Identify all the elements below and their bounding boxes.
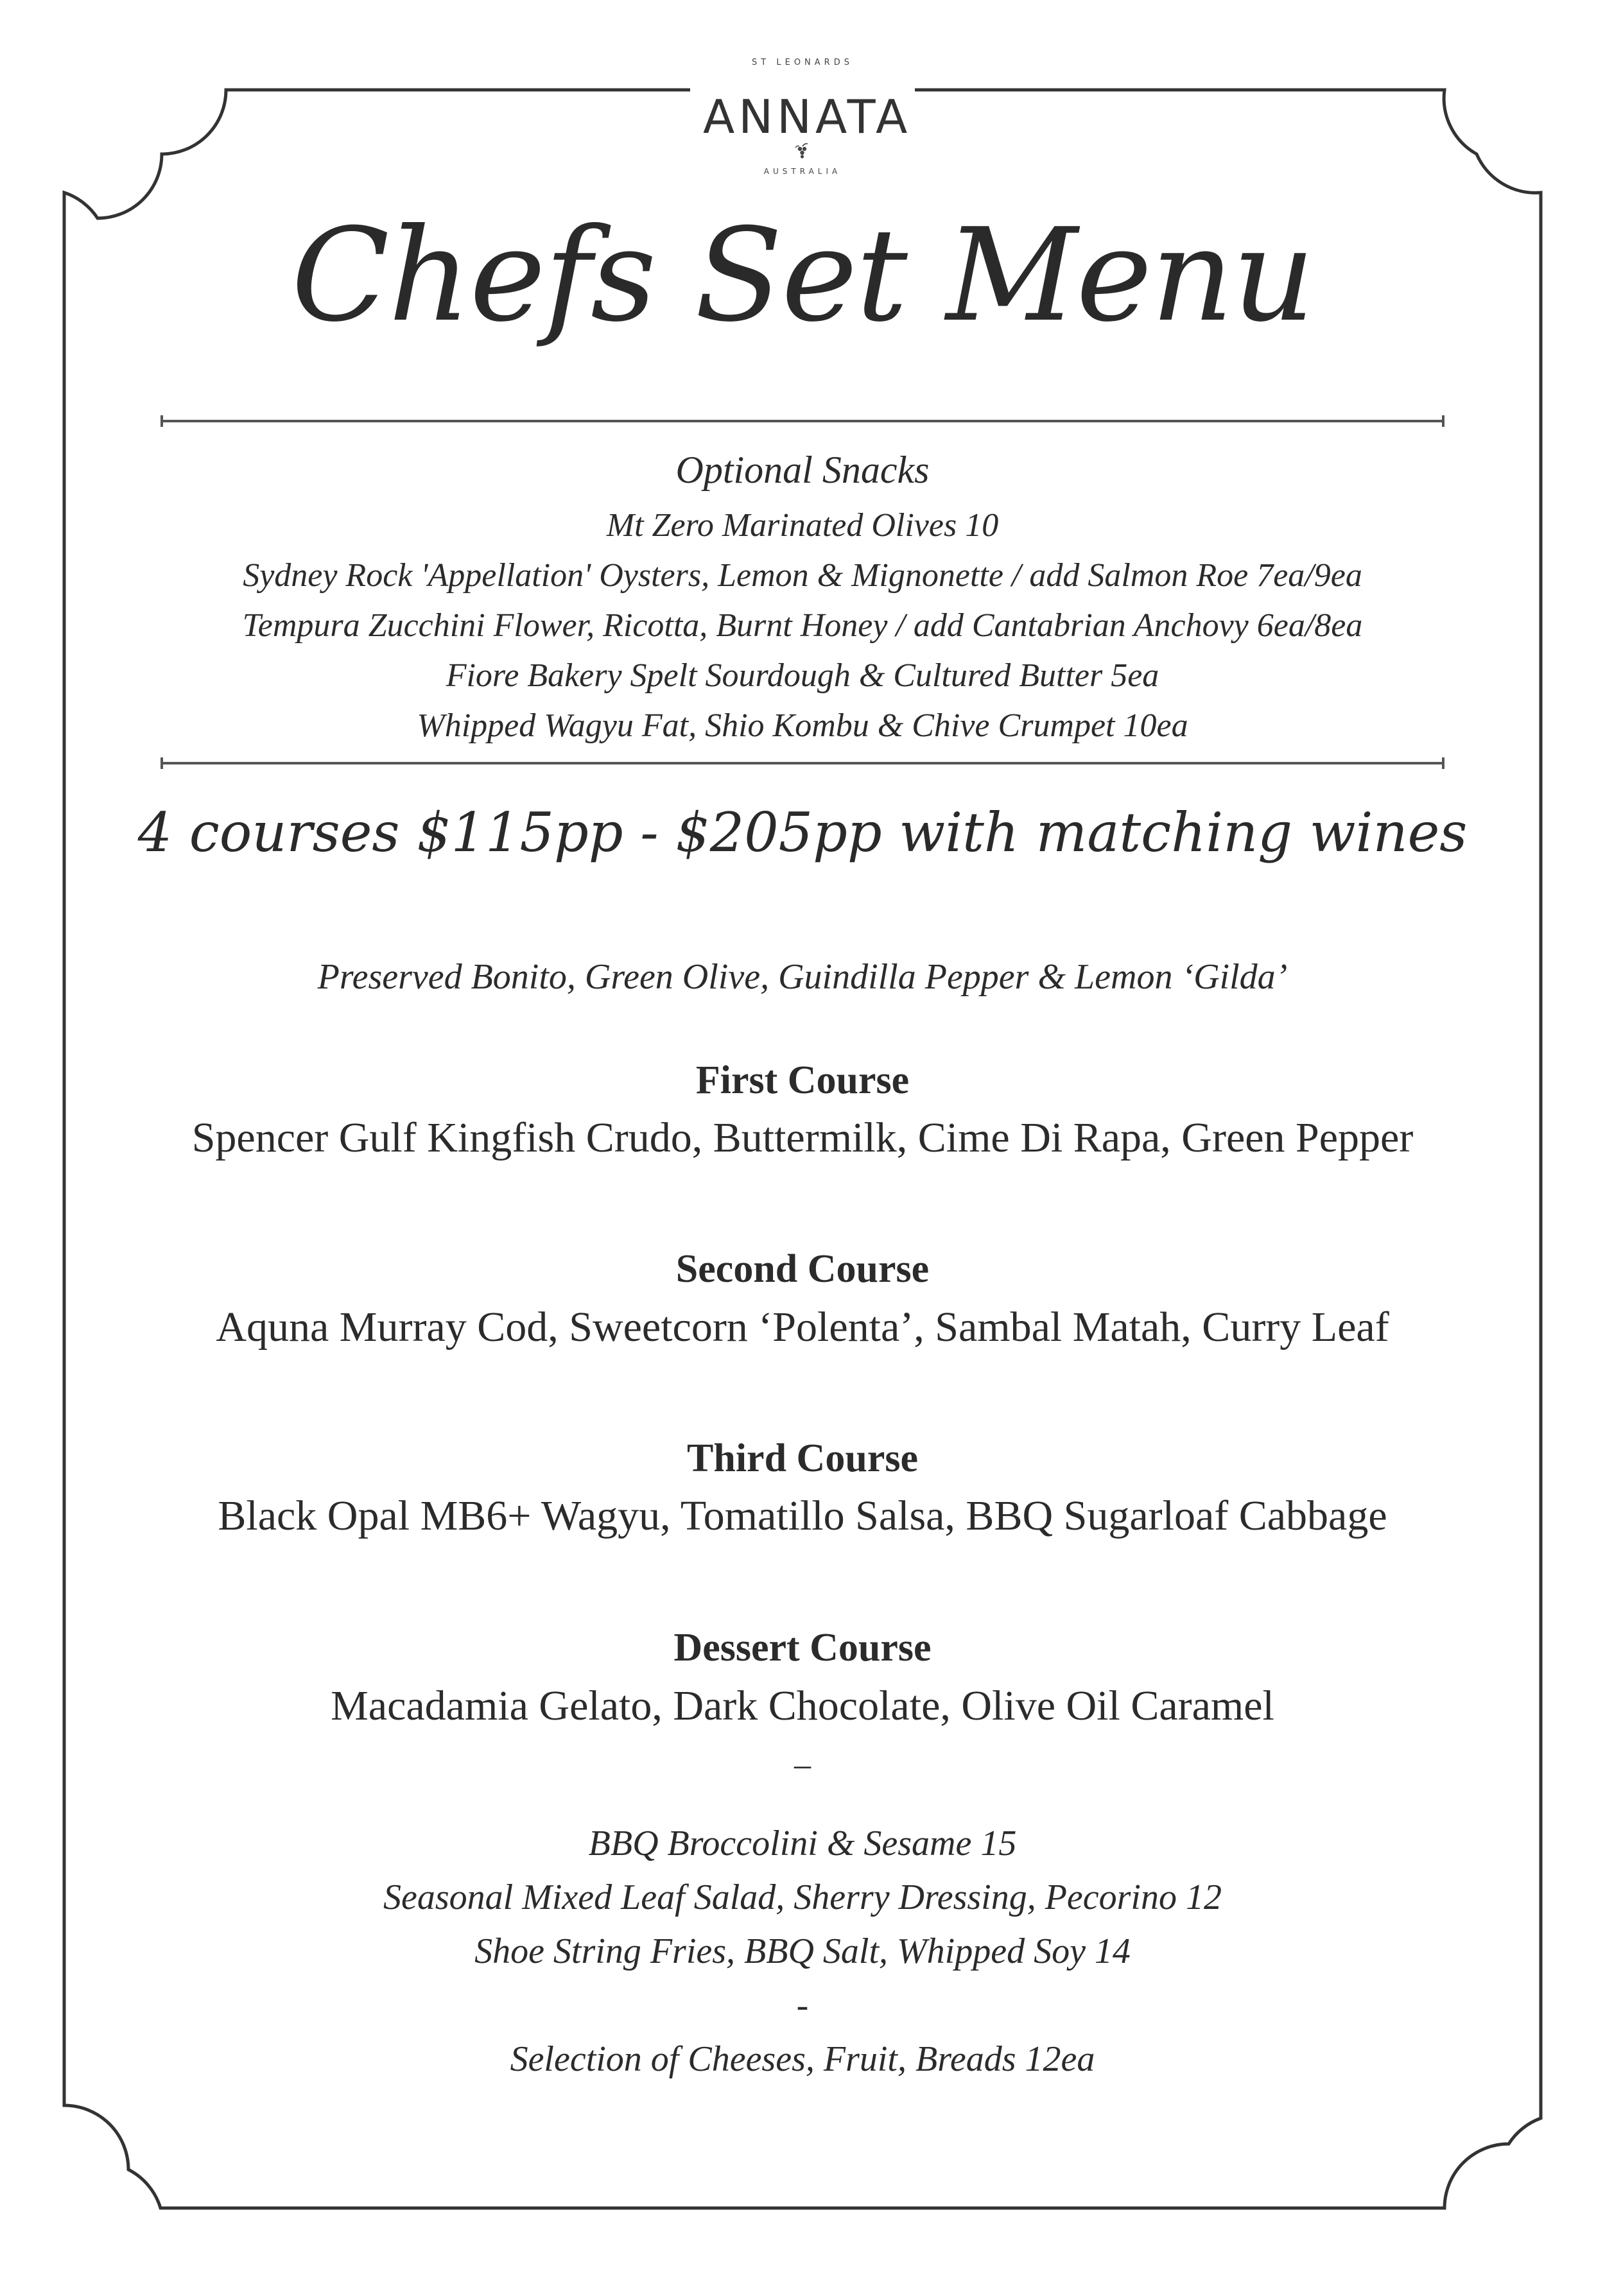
snacks-list [0,501,1605,751]
price-line: 4 courses $115pp - $205pp with matching wines [137,801,1468,864]
logo-name: ANNATA [703,90,912,144]
course-heading-second: Second Course [675,1247,930,1291]
course-dish-third: Black Opal MB6+ Wagyu, Tomatillo Salsa, BBQ Sugarloaf Cabbage [218,1492,1387,1539]
cheese-item: Selection of Cheeses, Fruit, Breads 12ea [510,2039,1095,2079]
snack-item: Fiore Bakery Spelt Sourdough & Cultured Butter 5ea [446,657,1159,694]
side-item: BBQ Broccolini & Sesame 15 [588,1824,1017,1863]
snack-item: Sydney Rock 'Appellation' Oysters, Lemon & Mignonette / add Salmon Roe 7ea/9ea [243,557,1362,594]
course-heading-dessert: Dessert Course [673,1626,932,1670]
section-separator: – [794,1747,811,1783]
course-heading-first: First Course [695,1058,910,1102]
course-heading-third: Third Course [687,1437,918,1480]
divider-bottom [160,755,1444,772]
side-item: Seasonal Mixed Leaf Salad, Sherry Dressing, Pecorino 12 [383,1877,1222,1917]
menu-title: Chefs Set Menu [291,201,1314,350]
logo-country-text: AUSTRALIA [763,167,842,176]
course-dish-dessert: Macadamia Gelato, Dark Chocolate, Olive Oil Caramel [331,1682,1274,1729]
sides-separator: - [796,1985,809,2025]
gilda-item: Preserved Bonito, Green Olive, Guindilla Pepper & Lemon ‘Gilda’ [317,957,1288,997]
snack-item: Mt Zero Marinated Olives 10 [606,507,999,544]
course-dish-first: Spencer Gulf Kingfish Crudo, Buttermilk, Cime Di Rapa, Green Pepper [191,1114,1414,1161]
annata-logo [703,31,912,191]
course-dish-second: Aquna Murray Cod, Sweetcorn ‘Polenta’, Sambal Matah, Curry Leaf [216,1304,1389,1351]
side-item: Shoe String Fries, BBQ Salt, Whipped Soy 14 [474,1931,1131,1971]
sides-list [0,1817,1605,2086]
snacks-heading: Optional Snacks [675,449,930,491]
snack-item: Whipped Wagyu Fat, Shio Kombu & Chive Crumpet 10ea [417,707,1188,744]
snack-item: Tempura Zucchini Flower, Ricotta, Burnt Honey / add Cantabrian Anchovy 6ea/8ea [242,607,1363,644]
divider-top [160,413,1444,429]
logo-location-text: ST LEONARDS [752,58,853,67]
grape-vine-icon [792,141,813,163]
